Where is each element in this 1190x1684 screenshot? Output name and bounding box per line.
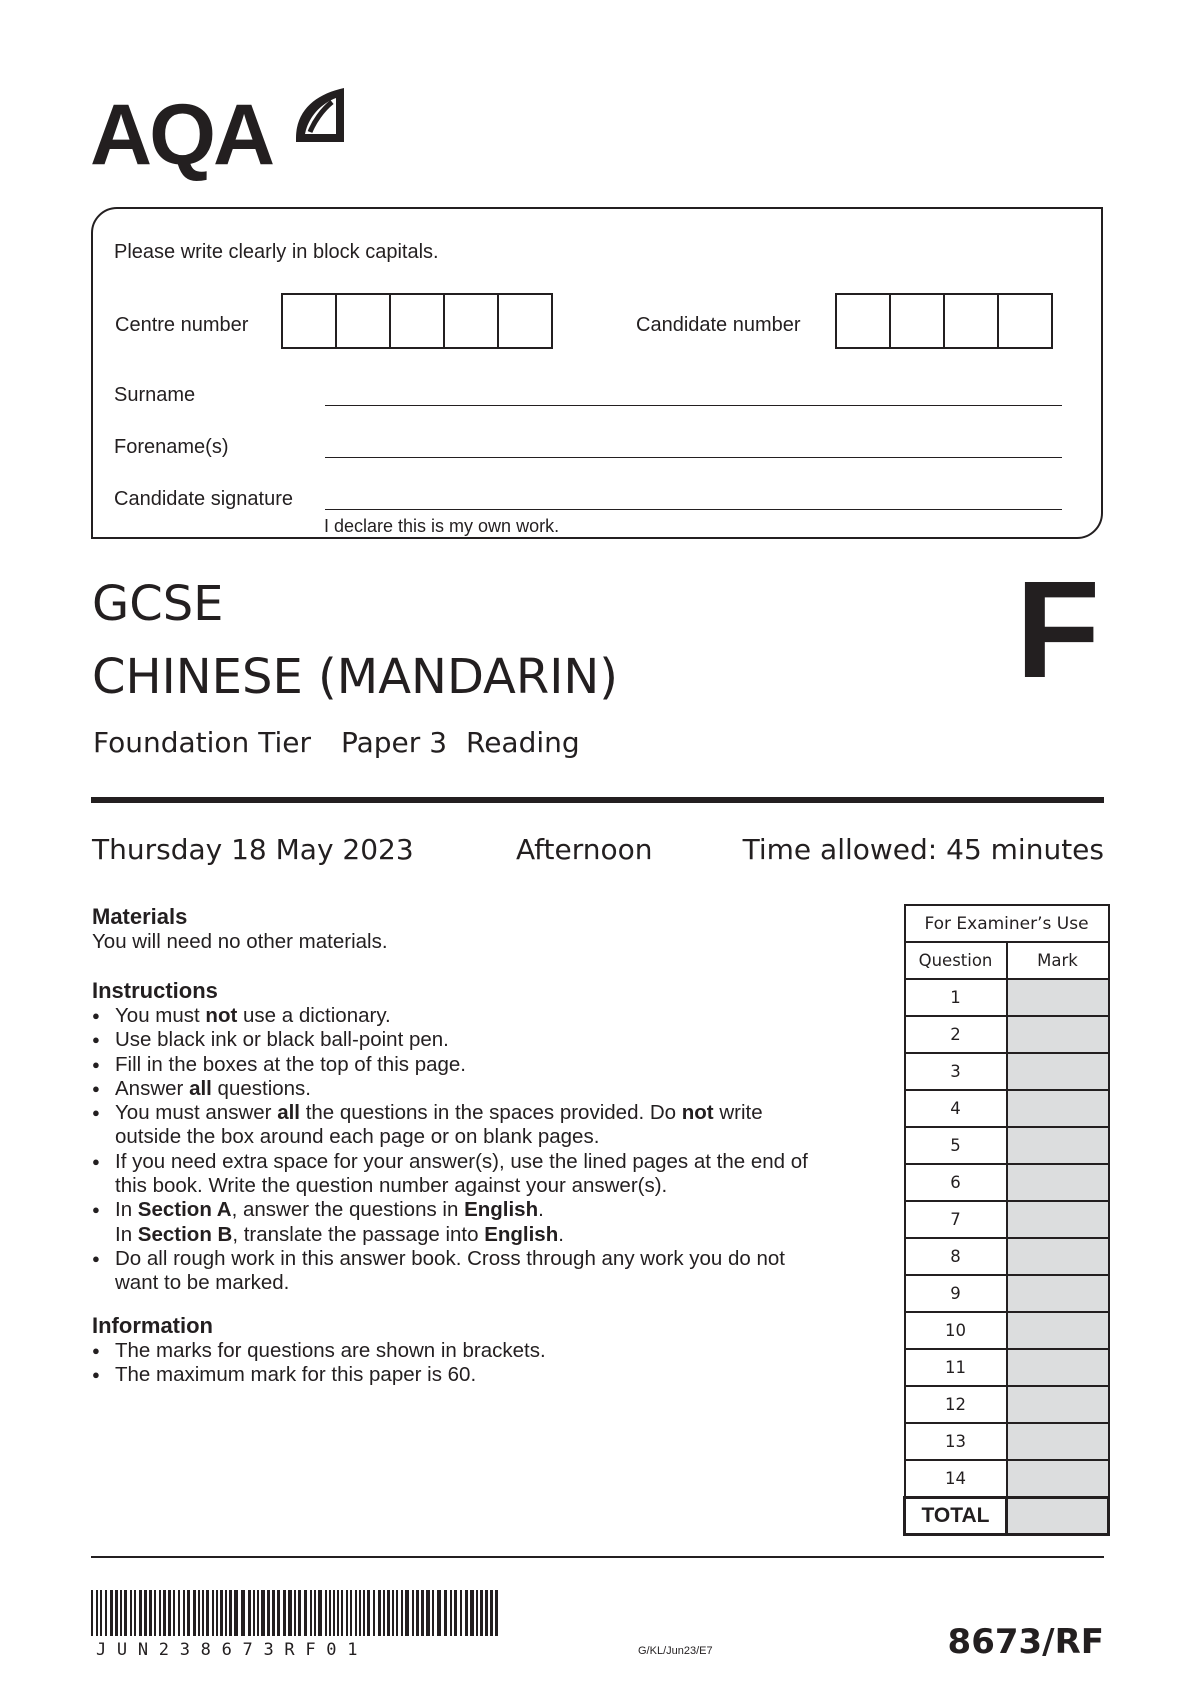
table-row: [905, 979, 1109, 1016]
table-row: [905, 1460, 1109, 1498]
signature-line[interactable]: [325, 509, 1062, 510]
examiner-use-table: [903, 904, 1110, 1536]
examiner-table-heading: For Examiner’s Use: [905, 905, 1109, 942]
forenames-line[interactable]: [325, 457, 1062, 458]
total-label: TOTAL: [905, 1498, 1007, 1535]
footer-divider: [91, 1556, 1104, 1558]
centre-digit-box[interactable]: [389, 293, 445, 349]
question-number: 6: [905, 1164, 1007, 1201]
mark-cell: [1007, 979, 1109, 1016]
surname-line[interactable]: [325, 405, 1062, 406]
mark-cell: [1007, 1201, 1109, 1238]
candidate-digit-box[interactable]: [835, 293, 891, 349]
exam-session: Afternoon: [516, 833, 653, 866]
header-divider: [91, 797, 1104, 803]
centre-number-field[interactable]: [281, 293, 553, 349]
question-column-header: Question: [905, 942, 1007, 979]
table-row: [905, 1164, 1109, 1201]
table-row: [905, 1090, 1109, 1127]
question-number: 12: [905, 1386, 1007, 1423]
question-number: 4: [905, 1090, 1007, 1127]
table-row: [905, 1312, 1109, 1349]
mark-cell: [1007, 1164, 1109, 1201]
question-number: 8: [905, 1238, 1007, 1275]
question-number: 11: [905, 1349, 1007, 1386]
materials-section: [92, 904, 882, 954]
mark-column-header: Mark: [1007, 942, 1109, 979]
question-number: 10: [905, 1312, 1007, 1349]
component-label: Reading: [466, 726, 580, 759]
information-item: ● The maximum mark for this paper is 60.: [92, 1363, 882, 1387]
mark-cell: [1007, 1312, 1109, 1349]
candidate-digit-box[interactable]: [943, 293, 999, 349]
barcode-image: [91, 1590, 503, 1638]
mark-cell: [1007, 1460, 1109, 1498]
instruction-item: ● Do all rough work in this answer book. Cross through any work you do not want to be marked.: [92, 1247, 892, 1296]
table-row: [905, 1201, 1109, 1238]
signature-label: Candidate signature: [114, 488, 294, 510]
instruction-item: ● Fill in the boxes at the top of this page.: [92, 1053, 892, 1077]
logo-text: AQA: [90, 87, 273, 183]
exam-date: Thursday 18 May 2023: [92, 833, 414, 866]
question-number: 13: [905, 1423, 1007, 1460]
centre-number-label: Centre number: [115, 314, 249, 336]
centre-digit-box[interactable]: [443, 293, 499, 349]
candidate-digit-box[interactable]: [889, 293, 945, 349]
tier-letter: F: [1015, 553, 1100, 707]
aqa-leaf-icon: [292, 88, 348, 148]
question-number: 9: [905, 1275, 1007, 1312]
block-capitals-instruction: Please write clearly in block capitals.: [114, 241, 439, 263]
centre-digit-box[interactable]: [335, 293, 391, 349]
paper-code: 8673/RF: [947, 1622, 1104, 1662]
surname-label: Surname: [114, 384, 196, 406]
question-number: 3: [905, 1053, 1007, 1090]
instruction-item: ● Use black ink or black ball-point pen.: [92, 1028, 892, 1052]
declaration-text: I declare this is my own work.: [324, 516, 560, 536]
table-row: [905, 1386, 1109, 1423]
question-number: 2: [905, 1016, 1007, 1053]
centre-digit-box[interactable]: [281, 293, 337, 349]
instruction-item: ● You must not use a dictionary.: [92, 1004, 892, 1028]
table-row: [905, 1016, 1109, 1053]
table-row: [905, 1127, 1109, 1164]
total-row: [905, 1498, 1109, 1535]
mark-cell: [1007, 1349, 1109, 1386]
subject-title: CHINESE (MANDARIN): [92, 649, 619, 705]
question-number: 1: [905, 979, 1007, 1016]
information-heading: Information: [92, 1313, 213, 1338]
mark-cell: [1007, 1016, 1109, 1053]
mark-cell: [1007, 1238, 1109, 1275]
table-row: [905, 1275, 1109, 1312]
instructions-heading: Instructions: [92, 978, 218, 1003]
information-item: ● The marks for questions are shown in brackets.: [92, 1339, 882, 1363]
question-number: 7: [905, 1201, 1007, 1238]
mark-cell: [1007, 1423, 1109, 1460]
mark-cell: [1007, 1090, 1109, 1127]
tier-label: Foundation Tier: [93, 726, 311, 759]
information-section: [92, 1313, 882, 1388]
candidate-number-label: Candidate number: [636, 314, 801, 336]
table-row: [905, 1238, 1109, 1275]
mark-cell: [1007, 1275, 1109, 1312]
mark-cell: [1007, 1386, 1109, 1423]
instruction-item: ● Answer all questions.: [92, 1077, 892, 1101]
instruction-item: ● In Section A, answer the questions in English. In Section B, translate the passage into English.: [92, 1198, 892, 1247]
centre-digit-box[interactable]: [497, 293, 553, 349]
barcode-text: JUN238673RF01: [96, 1640, 369, 1660]
qualification-title: GCSE: [92, 576, 224, 632]
instructions-section: [92, 978, 892, 1296]
candidate-digit-box[interactable]: [997, 293, 1053, 349]
aqa-logo: [90, 88, 360, 183]
question-number: 5: [905, 1127, 1007, 1164]
candidate-number-field[interactable]: [835, 293, 1053, 349]
instruction-item: ● You must answer all the questions in the spaces provided. Do not write outside the box around each page or on blank pages.: [92, 1101, 892, 1150]
table-row: [905, 1053, 1109, 1090]
time-allowed: Time allowed: 45 minutes: [742, 833, 1104, 866]
document-reference: G/KL/Jun23/E7: [638, 1645, 713, 1657]
mark-cell: [1007, 1053, 1109, 1090]
forenames-label: Forename(s): [114, 436, 229, 458]
paper-label: Paper 3: [341, 726, 448, 759]
table-row: [905, 1349, 1109, 1386]
table-row: [905, 1423, 1109, 1460]
instruction-item: ● If you need extra space for your answer(s), use the lined pages at the end of this book. Write the question number against your answer(s).: [92, 1150, 892, 1199]
question-number: 14: [905, 1460, 1007, 1498]
total-mark-cell: [1007, 1498, 1109, 1535]
materials-heading: Materials: [92, 904, 188, 929]
materials-text: You will need no other materials.: [92, 930, 388, 953]
mark-cell: [1007, 1127, 1109, 1164]
